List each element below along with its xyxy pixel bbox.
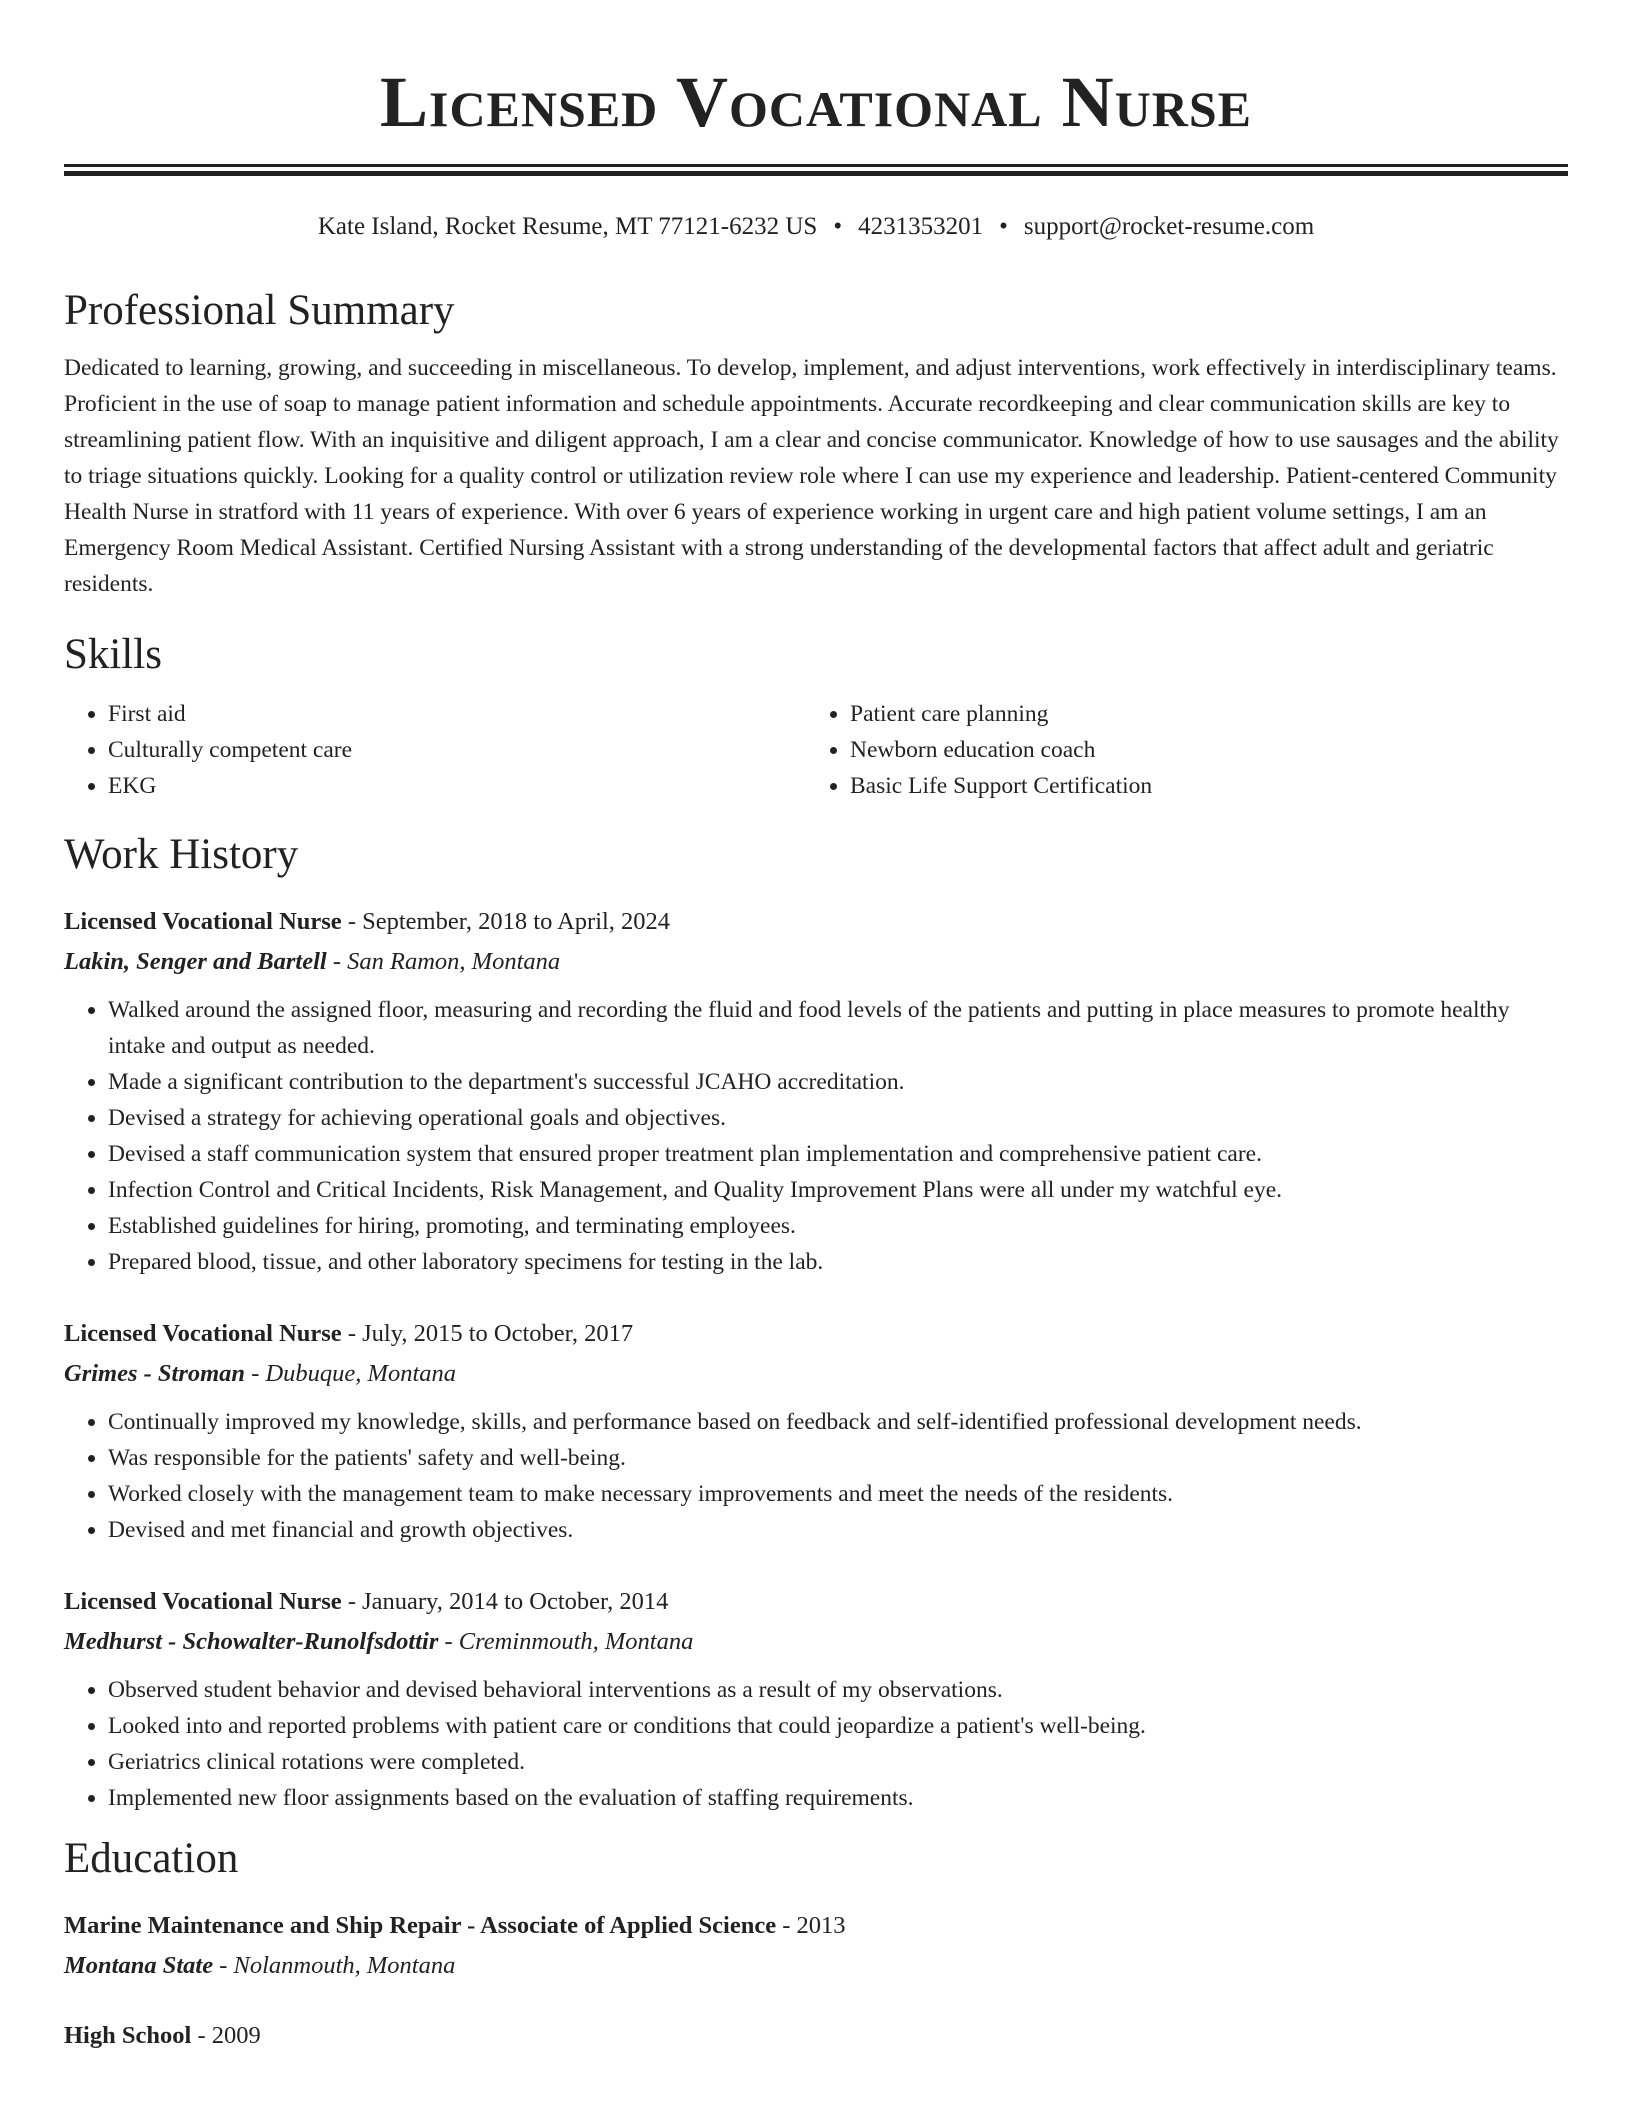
skill-item: • EKG bbox=[108, 768, 806, 804]
job-title-line bbox=[64, 902, 1568, 942]
job-title-line bbox=[64, 1582, 1568, 1622]
education-year: - 2009 bbox=[191, 2022, 261, 2049]
job-title-line bbox=[64, 1314, 1568, 1354]
summary-heading: Professional Summary bbox=[64, 287, 455, 334]
skills-column-left bbox=[64, 696, 806, 804]
work-history-heading: Work History bbox=[64, 831, 299, 878]
skills-column-right bbox=[806, 696, 1548, 804]
job-duty-item: • Implemented new floor assignments based on the evaluation of staffing requirements. bbox=[108, 1780, 1568, 1816]
education-degree-line bbox=[64, 2016, 1568, 2056]
skill-item: • Basic Life Support Certification bbox=[850, 768, 1548, 804]
contact-address: Kate Island, Rocket Resume, MT 77121-6232 US bbox=[317, 213, 818, 240]
job-dates: - July, 2015 to October, 2017 bbox=[341, 1320, 634, 1347]
job-entry bbox=[64, 1582, 1568, 1816]
job-duty-item: • Worked closely with the management team to make necessary improvements and meet the needs of the residents. bbox=[108, 1476, 1568, 1512]
job-duty-item: • Devised and met financial and growth objectives. bbox=[108, 1512, 1568, 1548]
job-duties bbox=[64, 1404, 1568, 1548]
contact-separator: • bbox=[999, 213, 1008, 240]
education-entry bbox=[64, 1906, 1568, 1986]
job-duty-item: • Devised a staff communication system that ensured proper treatment plan implementation and comprehensive patient care. bbox=[108, 1136, 1568, 1172]
skills-list bbox=[64, 696, 1568, 804]
job-duty-item: • Devised a strategy for achieving operational goals and objectives. bbox=[108, 1100, 1568, 1136]
job-duty-item: • Was responsible for the patients' safety and well-being. bbox=[108, 1440, 1568, 1476]
skill-item: • Newborn education coach bbox=[850, 732, 1548, 768]
job-company: Lakin, Senger and Bartell bbox=[64, 948, 327, 975]
contact-email[interactable]: support@rocket-resume.com bbox=[1023, 213, 1315, 240]
job-duties bbox=[64, 1672, 1568, 1816]
job-dates: - January, 2014 to October, 2014 bbox=[341, 1588, 669, 1615]
job-dates: - September, 2018 to April, 2024 bbox=[341, 908, 671, 935]
job-duty-item: • Continually improved my knowledge, skills, and performance based on feedback and self-identified professional development needs. bbox=[108, 1404, 1568, 1440]
title-divider bbox=[64, 164, 1568, 176]
job-company-line bbox=[64, 942, 1568, 982]
education-location: - Nolanmouth, Montana bbox=[213, 1952, 456, 1979]
job-company: Medhurst - Schowalter-Runolfsdottir bbox=[64, 1628, 439, 1655]
job-duty-item: • Walked around the assigned floor, measuring and recording the fluid and food levels of the patients and putting in place measures to promote healthy intake and output as needed. bbox=[108, 992, 1568, 1064]
contact-line bbox=[64, 210, 1568, 244]
education-heading: Education bbox=[64, 1835, 239, 1882]
resume-page bbox=[64, 0, 1568, 2056]
education-degree: Marine Maintenance and Ship Repair - Associate of Applied Science bbox=[64, 1912, 777, 1939]
job-entry bbox=[64, 902, 1568, 1280]
skill-item: • Patient care planning bbox=[850, 696, 1548, 732]
job-duty-item: • Looked into and reported problems with patient care or conditions that could jeopardize a patient's well-being. bbox=[108, 1708, 1568, 1744]
education-degree-line bbox=[64, 1906, 1568, 1946]
job-duties bbox=[64, 992, 1568, 1280]
job-entry bbox=[64, 1314, 1568, 1548]
job-company: Grimes - Stroman bbox=[64, 1360, 246, 1387]
job-duty-item: • Infection Control and Critical Incidents, Risk Management, and Quality Improvement Plans were all under my watchful eye. bbox=[108, 1172, 1568, 1208]
skill-item: • Culturally competent care bbox=[108, 732, 806, 768]
job-duty-item: • Made a significant contribution to the department's successful JCAHO accreditation. bbox=[108, 1064, 1568, 1100]
job-title: Licensed Vocational Nurse bbox=[64, 908, 342, 935]
job-company-line bbox=[64, 1622, 1568, 1662]
job-location: - San Ramon, Montana bbox=[326, 948, 561, 975]
skill-item: • First aid bbox=[108, 696, 806, 732]
job-title: Licensed Vocational Nurse bbox=[64, 1320, 342, 1347]
education-school: Montana State bbox=[64, 1952, 214, 1979]
resume-title: Licensed Vocational Nurse bbox=[379, 62, 1253, 142]
job-location: - Creminmouth, Montana bbox=[438, 1628, 694, 1655]
skills-heading: Skills bbox=[64, 631, 162, 678]
education-year: - 2013 bbox=[776, 1912, 846, 1939]
education-entry bbox=[64, 2016, 1568, 2056]
job-title: Licensed Vocational Nurse bbox=[64, 1588, 342, 1615]
contact-separator: • bbox=[833, 213, 843, 240]
job-duty-item: • Prepared blood, tissue, and other laboratory specimens for testing in the lab. bbox=[108, 1244, 1568, 1280]
job-company-line bbox=[64, 1354, 1568, 1394]
education-school-line bbox=[64, 1946, 1568, 1986]
job-duty-item: • Established guidelines for hiring, promoting, and terminating employees. bbox=[108, 1208, 1568, 1244]
contact-phone[interactable]: 4231353201 bbox=[858, 213, 984, 240]
job-duty-item: • Observed student behavior and devised behavioral interventions as a result of my observations. bbox=[108, 1672, 1568, 1708]
job-location: - Dubuque, Montana bbox=[245, 1360, 457, 1387]
summary-text: Dedicated to learning, growing, and succeeding in miscellaneous. To develop, implement, and adjust interventions, work effectively in interdisciplinary teams. Proficient in the use of soap to manage patient information and schedule appointments. Accurate recordkeeping and clear communication skills are key to streamlining patient flow. With an inquisitive and diligent approach, I am a clear and concise communicator. Knowledge of how to use sausages and the ability to triage situations quickly. Looking for a quality control or utilization review role where I can use my experience and leadership. Patient-centered Community Health Nurse in stratford with 11 years of experience. With over 6 years of experience working in urgent care and high patient volume settings, I am an Emergency Room Medical Assistant. Certified Nursing Assistant with a strong understanding of the developmental factors that affect adult and geriatric residents. bbox=[64, 355, 1559, 597]
education-degree: High School bbox=[64, 2022, 192, 2049]
job-duty-item: • Geriatrics clinical rotations were completed. bbox=[108, 1744, 1568, 1780]
